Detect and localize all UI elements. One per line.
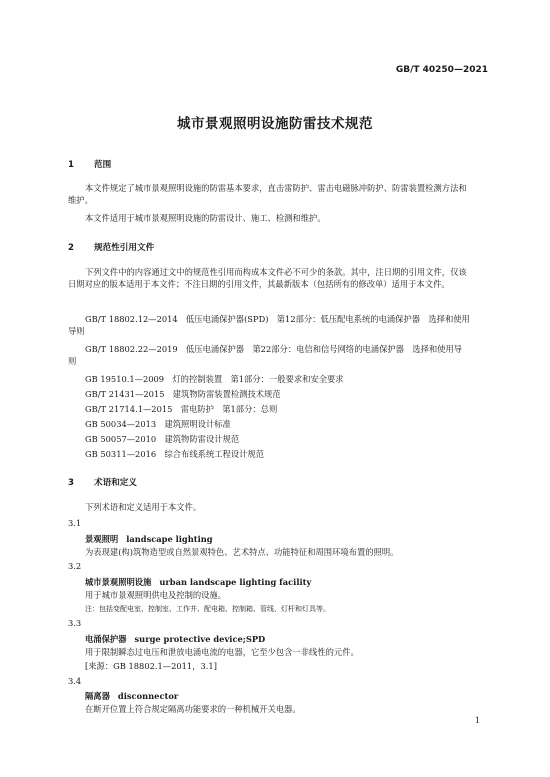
term-number: 3.4 xyxy=(68,676,82,686)
term-heading xyxy=(85,576,311,588)
term-definition: 为表现建(构)筑物造型或自然景观特色、艺术特点、功能特征和周围环境布置的照明。 xyxy=(85,547,399,557)
section-1-heading xyxy=(68,158,111,170)
term-note: 注：包括变配电室、控制室、工作井、配电箱、控制箱、管线、灯杆和灯具等。 xyxy=(85,605,330,613)
term-heading xyxy=(85,533,213,545)
section-2-heading xyxy=(68,241,154,253)
reference-item: GB/T 21714.1—2015 雷电防护 第1部分：总则 xyxy=(85,404,278,414)
reference-item: GB 50057—2010 建筑物防雷设计规范 xyxy=(85,434,240,444)
term-en: surge protective device;SPD xyxy=(134,634,266,644)
term-zh: 景观照明 xyxy=(85,534,119,544)
document-title: 城市景观照明设施防雷技术规范 xyxy=(177,116,373,132)
reference-item: GB/T 21431—2015 建筑物防雷装置检测技术规范 xyxy=(85,389,281,399)
term-number: 3.1 xyxy=(68,518,82,528)
term-zh: 电涌保护器 xyxy=(85,634,127,644)
term-definition: 用于限制瞬态过电压和泄放电涌电流的电器，它至少包含一非线性的元件。 xyxy=(85,647,359,657)
scope-paragraph-1: 本文件规定了城市景观照明设施的防雷基本要求，直击雷防护、雷击电磁脉冲防护、防雷装置检测方法和维护。 xyxy=(68,183,467,205)
reference-item: GB 50034—2013 建筑照明设计标准 xyxy=(85,419,231,429)
section-number: 1 xyxy=(68,160,74,170)
reference-item: GB/T 18802.12—2014 低压电涌保护器(SPD) 第12部分：低压配电系统的电涌保护器 选择和使用导则 xyxy=(68,314,470,336)
term-definition: 用于城市景观照明供电及控制的设施。 xyxy=(85,590,227,600)
term-en: urban landscape lighting facility xyxy=(159,577,312,587)
term-heading xyxy=(85,633,265,645)
standard-number: GB/T 40250—2021 xyxy=(395,65,488,75)
references-intro: 下列文件中的内容通过文中的规范性引用而构成本文件必不可少的条款。其中，注日期的引用文件，仅该日期对应的版本适用于本文件；不注日期的引用文件，其最新版本（包括所有的修改单）适用于本文件。 xyxy=(68,267,467,289)
section-title: 范围 xyxy=(94,160,112,170)
term-number: 3.3 xyxy=(68,618,82,628)
reference-item: GB 19510.1—2009 灯的控制装置 第1部分：一般要求和安全要求 xyxy=(85,374,344,384)
section-number: 3 xyxy=(68,478,74,488)
section-title: 规范性引用文件 xyxy=(94,243,155,253)
term-number: 3.2 xyxy=(68,561,82,571)
scope-paragraph-2: 本文件适用于城市景观照明设施的防雷设计、施工、检测和维护。 xyxy=(85,213,326,223)
section-number: 2 xyxy=(68,243,74,253)
term-heading xyxy=(85,690,178,702)
term-source: [来源：GB 18802.1—2011，3.1] xyxy=(85,661,217,671)
term-zh: 城市景观照明设施 xyxy=(85,577,152,587)
term-en: landscape lighting xyxy=(126,534,213,544)
section-title: 术语和定义 xyxy=(94,478,137,488)
term-zh: 隔离器 xyxy=(85,691,110,701)
term-en: disconnector xyxy=(117,691,179,701)
terms-intro: 下列术语和定义适用于本文件。 xyxy=(85,502,202,512)
reference-item: GB/T 18802.22—2019 低压电涌保护器 第22部分：电信和信号网络的电涌保护器 选择和使用导则 xyxy=(68,344,463,366)
reference-item: GB 50311—2016 综合布线系统工程设计规范 xyxy=(85,449,265,459)
page-number: 1 xyxy=(474,716,480,725)
section-3-heading xyxy=(68,476,137,488)
term-definition: 在断开位置上符合规定隔离功能要求的一种机械开关电器。 xyxy=(85,704,301,714)
